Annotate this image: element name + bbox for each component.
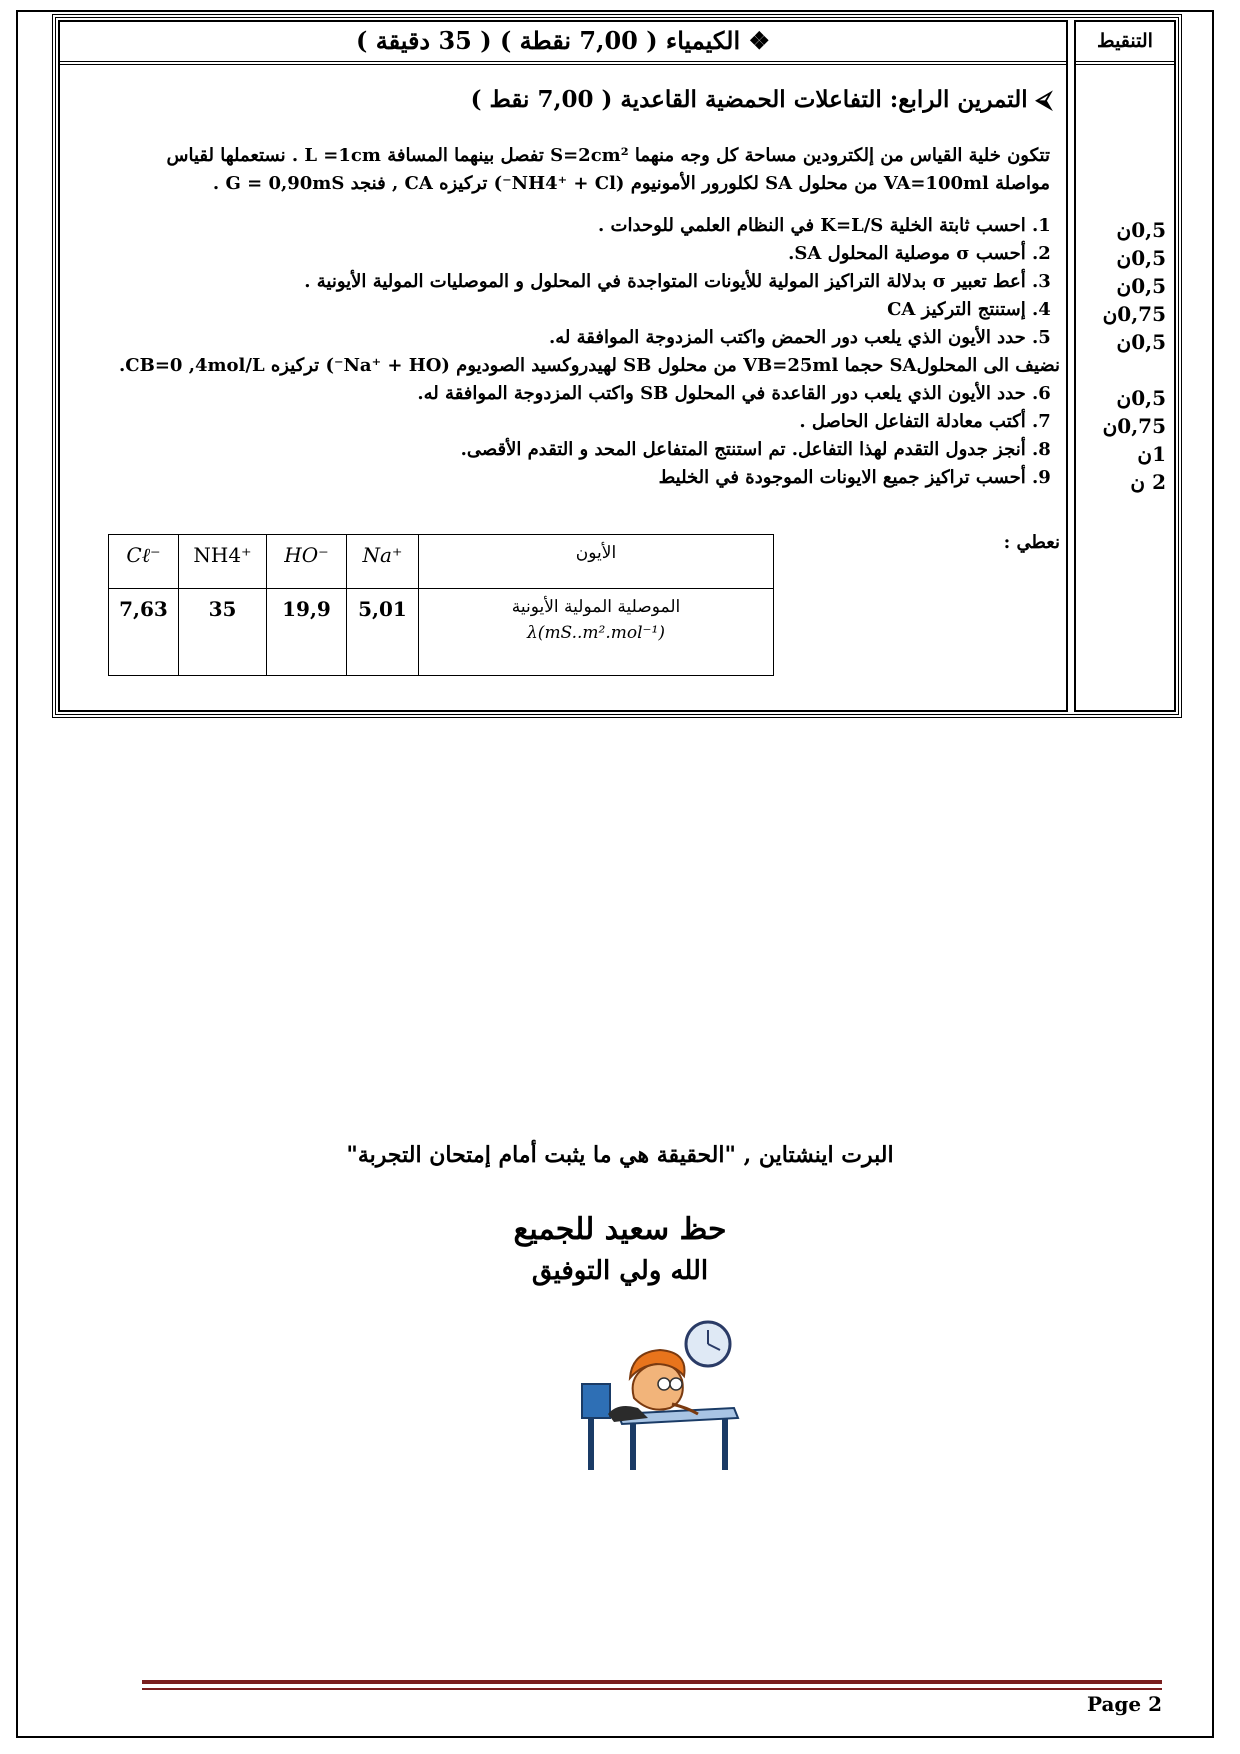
question-3: 3. أعط تعبير σ بدلالة التراكيز المولية للأيونات المتواجدة في المحلول و الموصليات المولية الأيونية . [304,271,1051,292]
points-q7: 0,75ن [1102,414,1166,438]
points-q3: 0,5ن [1116,274,1166,298]
value-ho: 19,9 [267,588,347,675]
table-row [109,588,774,675]
question-7: 7. أكتب معادلة التفاعل الحاصل . [799,411,1051,432]
points-q6: 0,5ن [1116,386,1166,410]
points-q5: 0,5ن [1116,330,1166,354]
question-8: 8. أنجز جدول التقدم لهذا التفاعل. تم استنتج المتفاعل المحد و التقدم الأقصى. [460,439,1051,460]
ion-nh4: NH4⁺ [179,535,267,589]
student-clock-illustration [578,1318,742,1474]
row-label-text: الموصلية المولية الأيونية [511,596,681,617]
section-title: ❖ الكيمياء ( 7,00 نقطة ) ( 35 دقيقة ) [356,26,770,55]
conductivity-row-label [419,588,774,675]
intro-line-2: مواصلة VA=100ml من محلول SA لكلورور الأمونيوم (NH4⁺ + Cl⁻) تركيزه CA , فنجد G = 0,90mS . [212,173,1050,194]
ion-ho: HO⁻ [267,535,347,589]
grading-column [1074,20,1176,712]
ion-na: Na⁺ [347,535,419,589]
question-6: 6. حدد الأيون الذي يلعب دور القاعدة في المحلول SB واكتب المزدوجة الموافقة له. [417,383,1051,404]
question-2: 2. أحسب σ موصلية المحلول SA. [788,243,1051,264]
points-q9: 2 ن [1130,470,1166,494]
grading-header-divider [1074,61,1176,65]
points-q8: 1ن [1137,442,1166,466]
question-5: 5. حدد الأيون الذي يلعب دور الحمض واكتب المزدوجة الموافقة له. [548,327,1051,348]
good-luck-message: حظ سعيد للجميع [513,1212,727,1247]
given-label: نعطي : [1003,532,1060,553]
question-list [100,212,1060,492]
einstein-quote: البرت اينشتاين , "الحقيقة هي ما يثبت أمام إمتحان التجربة" [346,1142,894,1168]
row-label-unit: λ(mS..m².mol⁻¹) [527,622,665,643]
header-divider [58,61,1068,65]
ion-cl: Cℓ⁻ [109,535,179,589]
question-9: 9. أحسب تراكيز جميع الايونات الموجودة في الخليط [658,467,1051,488]
page-number: Page 2 [1086,1692,1162,1716]
exercise-title: ⮘ التمرين الرابع: التفاعلات الحمضية القاعدية ( 7,00 نقط ) [470,86,1052,113]
value-cl: 7,63 [109,588,179,675]
points-q1: 0,5ن [1116,218,1166,242]
table-header-row [109,535,774,589]
grading-title: التنقيط [1097,30,1153,52]
footer-rule-thin [142,1688,1162,1690]
question-4: 4. إستنتج التركيز CA [887,299,1051,320]
value-na: 5,01 [347,588,419,675]
intro-line-1: تتكون خلية القياس من إلكترودين مساحة كل وجه منهما S=2cm² تفصل بينهما المسافة L =1cm . نستعملها لقياس [166,145,1050,166]
points-q4: 0,75ن [1102,302,1166,326]
exercise-intro [130,142,1050,198]
value-nh4: 35 [179,588,267,675]
points-q2: 0,5ن [1116,246,1166,270]
added-solution-note: نضيف الى المحلولSA حجما VB=25ml من محلول SB لهيدروكسيد الصوديوم (Na⁺ + HO⁻) تركيزه CB=0 ,4mol/L. [119,355,1060,376]
question-1: 1. احسب ثابتة الخلية K=L/S في النظام العلمي للوحدات . [598,215,1051,236]
footer-rule [142,1680,1162,1684]
ion-header-label: الأيون [419,535,774,589]
blessing-message: الله ولي التوفيق [531,1256,709,1286]
conductivity-table [108,534,774,676]
